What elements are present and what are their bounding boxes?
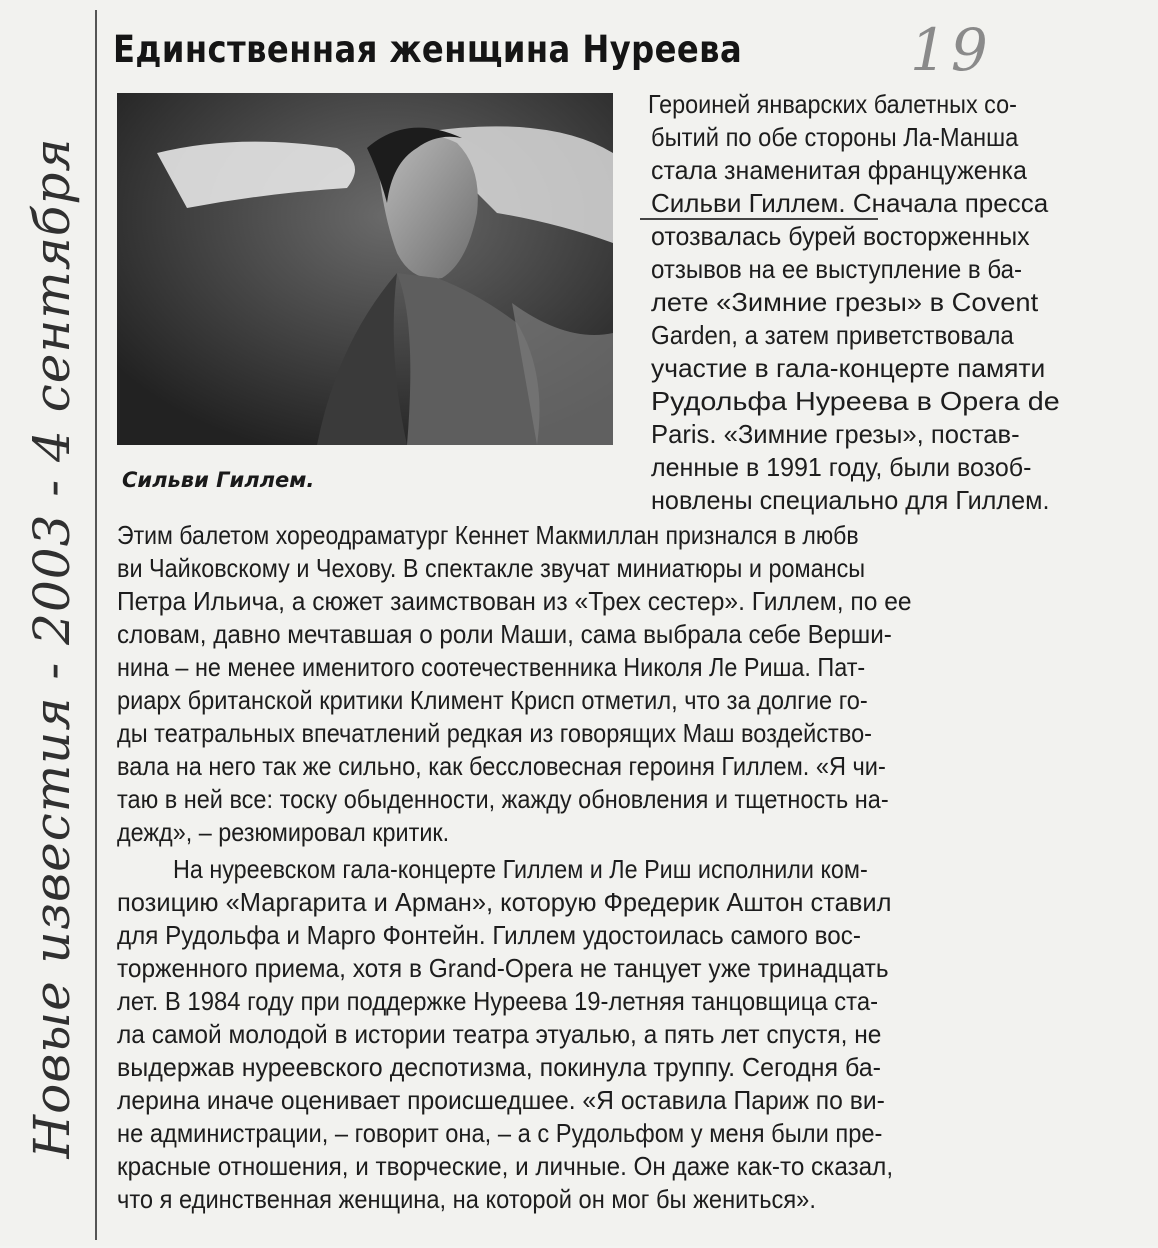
text-line: новлены специально для Гиллем.: [651, 485, 1050, 515]
photo-caption: Сильви Гиллем.: [122, 468, 315, 492]
text-line: таю в ней все: тоску обыденности, жажду обновления и тщетность на-: [117, 784, 889, 814]
text-line: стала знаменитая француженка: [651, 155, 1027, 185]
text-line: не администрации, – говорит она, – а с Рудольфом у меня были пре-: [117, 1118, 883, 1148]
article-title: Единственная женщина Нуреева: [113, 28, 743, 71]
text-line: словам, давно мечтавшая о роли Маши, сама выбрала себе Верши-: [117, 619, 892, 649]
text-line: лерина иначе оценивает происшедшее. «Я оставила Париж по ви-: [117, 1085, 885, 1115]
text-line: что я единственная женщина, на которой он мог бы жениться».: [117, 1184, 816, 1214]
text-line: лете «Зимние грезы» в Covent: [651, 287, 1039, 317]
handwritten-page-number: 19: [910, 16, 992, 84]
text-line: Paris. «Зимние грезы», постав-: [651, 419, 1020, 449]
text-line: нина – не менее именитого соотечественника Николя Ле Риша. Пат-: [117, 652, 866, 682]
text-line: выдержав нуреевского деспотизма, покинула труппу. Сегодня ба-: [117, 1052, 881, 1082]
article-photo: [117, 93, 613, 445]
handwritten-margin-note: Новые известия - 2003 - 4 сентября: [23, 137, 81, 1159]
text-line: Сильви Гиллем. Сначала пресса: [651, 188, 1049, 218]
text-line: риарх британской критики Климент Крисп отметил, что за долгие го-: [117, 685, 868, 715]
text-line: ленные в 1991 году, были возоб-: [651, 452, 1032, 482]
text-line: вала на него так же сильно, как бессловесная героиня Гиллем. «Я чи-: [117, 751, 886, 781]
margin-rule: [95, 10, 97, 1240]
text-line: Петра Ильича, а сюжет заимствован из «Трех сестер». Гиллем, по ее: [117, 586, 912, 616]
text-line: Рудольфа Нуреева в Opera de: [651, 386, 1060, 416]
text-line: ды театральных впечатлений редкая из говорящих Маш воздейство-: [117, 718, 872, 748]
text-line: участие в гала-концерте памяти: [651, 353, 1046, 383]
text-line: Этим балетом хореодраматург Кеннет Макмиллан признался в любв: [117, 520, 859, 550]
text-line: На нуреевском гала-концерте Гиллем и Ле Риш исполнили ком-: [173, 854, 868, 884]
text-line: дежд», – резюмировал критик.: [117, 817, 450, 847]
text-line: торженного приема, хотя в Grand-Opera не танцует уже тринадцать: [117, 953, 889, 983]
text-line: Героиней январских балетных со-: [648, 89, 1017, 119]
portrait-photo-graphic: [117, 93, 613, 445]
text-line: красные отношения, и творческие, и личные. Он даже как-то сказал,: [117, 1151, 894, 1181]
text-line: для Рудольфа и Марго Фонтейн. Гиллем удостоилась самого вос-: [117, 920, 861, 950]
text-line: ви Чайковскому и Чехову. В спектакле звучат миниатюры и романсы: [117, 553, 866, 583]
text-line: отозвалась бурей восторженных: [651, 221, 1030, 251]
text-line: бытий по обе стороны Ла-Манша: [651, 122, 1019, 152]
text-line: позицию «Маргарита и Арман», которую Фредерик Аштон ставил: [117, 887, 892, 917]
text-line: лет. В 1984 году при поддержке Нуреева 19-летняя танцовщица ста-: [117, 986, 879, 1016]
text-line: Garden, а затем приветствовала: [651, 320, 1014, 350]
text-line: ла самой молодой в истории театра этуалью, а пять лет спустя, не: [117, 1019, 882, 1049]
text-line: отзывов на ее выступление в ба-: [651, 254, 1022, 284]
